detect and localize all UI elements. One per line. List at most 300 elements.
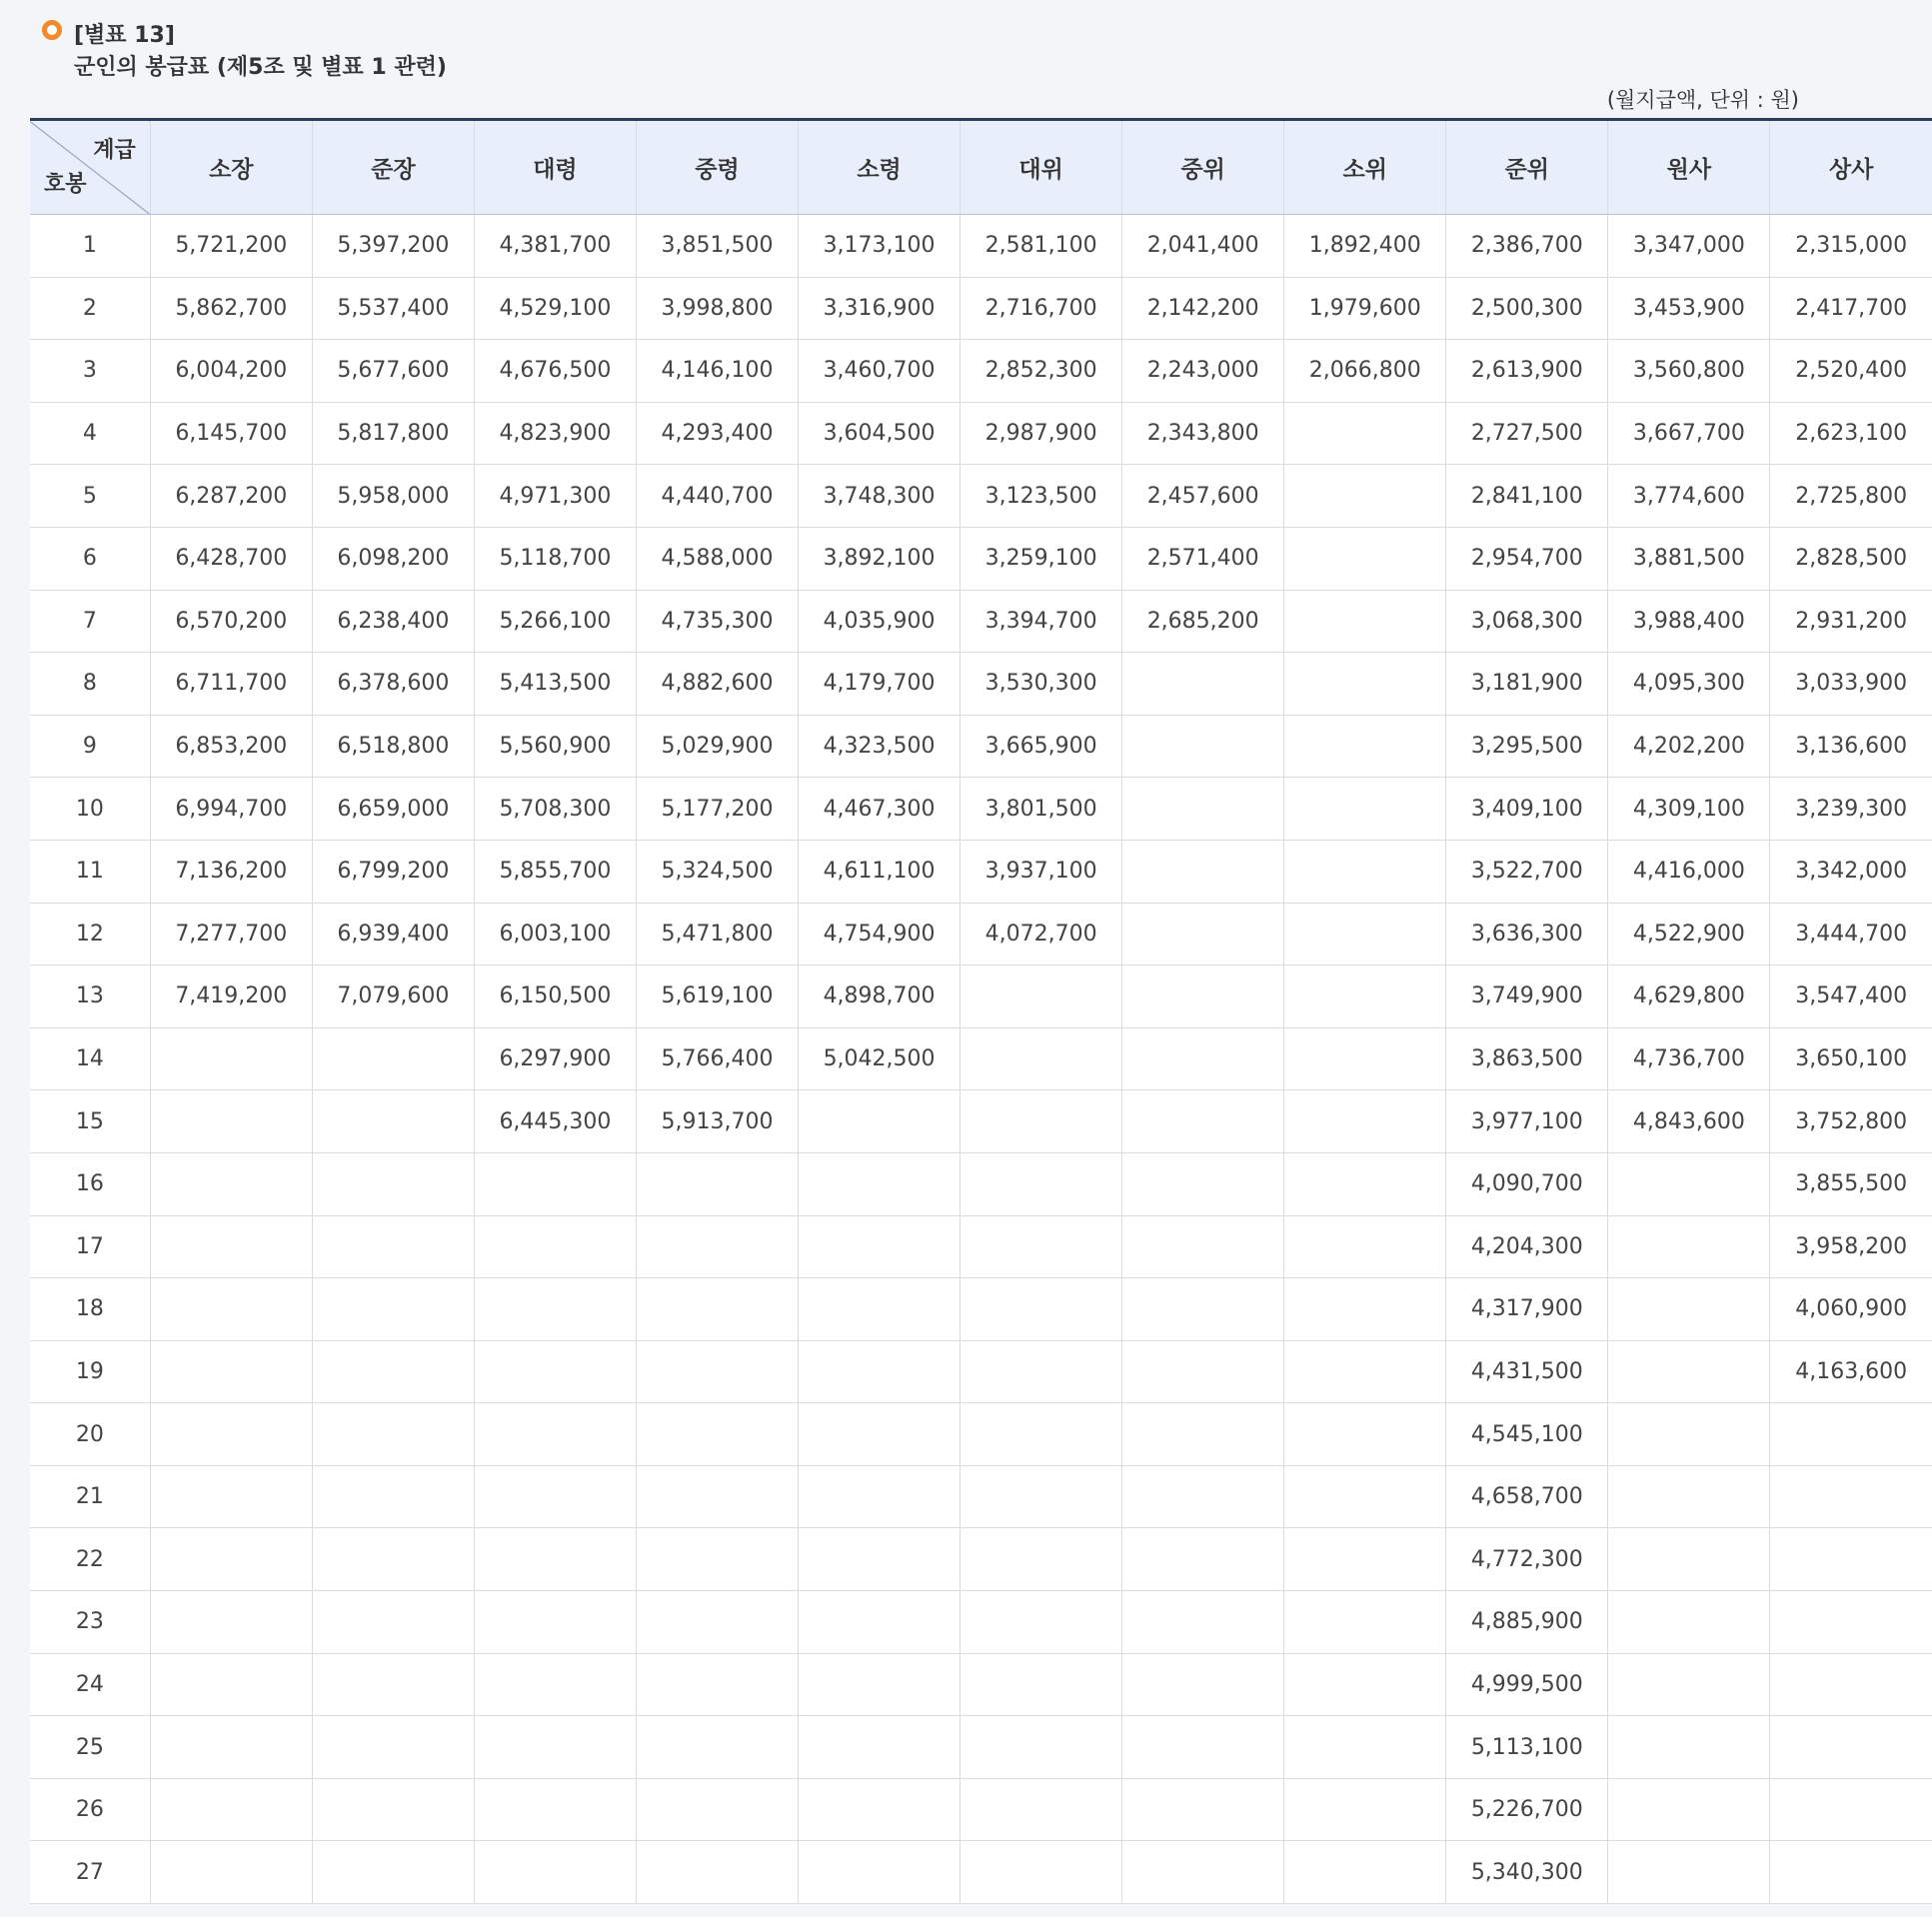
salary-cell: 4,431,500 [1446, 1340, 1608, 1403]
salary-cell [961, 1841, 1122, 1904]
salary-cell: 4,882,600 [636, 653, 798, 716]
salary-cell: 5,862,700 [150, 277, 312, 340]
salary-cell [474, 1528, 636, 1591]
salary-cell: 6,004,200 [150, 340, 312, 403]
salary-cell [312, 1716, 474, 1779]
salary-cell: 4,658,700 [1446, 1465, 1608, 1528]
salary-cell: 5,324,500 [636, 840, 798, 903]
salary-cell [1770, 1591, 1932, 1654]
salary-cell: 5,029,900 [636, 715, 798, 778]
salary-cell: 4,293,400 [636, 402, 798, 465]
step-cell: 21 [30, 1465, 150, 1528]
step-cell: 5 [30, 465, 150, 528]
salary-cell: 3,123,500 [961, 465, 1122, 528]
salary-cell [1284, 1591, 1446, 1654]
table-row [30, 402, 1932, 465]
salary-cell [312, 1528, 474, 1591]
salary-cell: 6,445,300 [474, 1090, 636, 1153]
salary-cell [1284, 653, 1446, 716]
salary-cell [799, 1152, 961, 1215]
salary-cell [1122, 778, 1284, 841]
step-cell: 27 [30, 1841, 150, 1904]
salary-cell [1122, 1027, 1284, 1090]
salary-cell [1770, 1716, 1932, 1779]
salary-cell: 4,735,300 [636, 590, 798, 653]
column-header: 대위 [961, 120, 1122, 215]
salary-cell [150, 1716, 312, 1779]
table-row [30, 653, 1932, 716]
salary-cell: 2,987,900 [961, 402, 1122, 465]
step-cell: 17 [30, 1215, 150, 1278]
step-cell: 7 [30, 590, 150, 653]
salary-cell: 3,752,800 [1770, 1090, 1932, 1153]
salary-cell [1122, 965, 1284, 1028]
salary-cell: 5,817,800 [312, 402, 474, 465]
salary-cell [150, 1653, 312, 1716]
salary-cell [961, 1716, 1122, 1779]
salary-cell: 4,095,300 [1608, 653, 1770, 716]
table-row [30, 465, 1932, 528]
salary-cell [1284, 1152, 1446, 1215]
salary-cell: 3,409,100 [1446, 778, 1608, 841]
salary-cell [961, 1591, 1122, 1654]
salary-cell: 1,892,400 [1284, 215, 1446, 278]
salary-cell: 3,665,900 [961, 715, 1122, 778]
salary-cell: 2,142,200 [1122, 277, 1284, 340]
table-row [30, 590, 1932, 653]
salary-cell: 3,239,300 [1770, 778, 1932, 841]
salary-cell: 5,537,400 [312, 277, 474, 340]
salary-cell [1122, 1778, 1284, 1841]
salary-cell [636, 1716, 798, 1779]
salary-cell: 6,287,200 [150, 465, 312, 528]
salary-cell [474, 1465, 636, 1528]
salary-cell [1284, 1027, 1446, 1090]
header-row [30, 120, 1932, 215]
salary-cell: 6,659,000 [312, 778, 474, 841]
unit-note: (월지급액, 단위 : 원) [1606, 88, 1799, 112]
salary-cell: 2,852,300 [961, 340, 1122, 403]
salary-cell: 2,725,800 [1770, 465, 1932, 528]
salary-cell [636, 1340, 798, 1403]
salary-cell: 3,977,100 [1446, 1090, 1608, 1153]
salary-cell [1284, 590, 1446, 653]
salary-cell: 5,721,200 [150, 215, 312, 278]
table-row [30, 715, 1932, 778]
salary-cell [961, 1465, 1122, 1528]
salary-cell: 6,939,400 [312, 903, 474, 965]
salary-cell [799, 1528, 961, 1591]
salary-cell [636, 1215, 798, 1278]
step-cell: 12 [30, 903, 150, 965]
salary-cell: 3,650,100 [1770, 1027, 1932, 1090]
table-row [30, 903, 1932, 965]
salary-cell [1284, 903, 1446, 965]
salary-cell [636, 1778, 798, 1841]
salary-cell: 5,413,500 [474, 653, 636, 716]
salary-cell: 4,317,900 [1446, 1278, 1608, 1341]
salary-cell [1122, 1528, 1284, 1591]
salary-cell: 4,467,300 [799, 778, 961, 841]
table-row [30, 1716, 1932, 1779]
salary-cell: 5,560,900 [474, 715, 636, 778]
step-cell: 24 [30, 1653, 150, 1716]
salary-cell [961, 1090, 1122, 1153]
salary-cell: 4,381,700 [474, 215, 636, 278]
salary-cell: 4,823,900 [474, 402, 636, 465]
salary-cell: 3,295,500 [1446, 715, 1608, 778]
salary-cell: 5,958,000 [312, 465, 474, 528]
salary-cell: 3,460,700 [799, 340, 961, 403]
step-cell: 14 [30, 1027, 150, 1090]
salary-cell [636, 1841, 798, 1904]
salary-cell [1284, 1778, 1446, 1841]
salary-cell [1608, 1528, 1770, 1591]
step-cell: 20 [30, 1403, 150, 1466]
salary-cell: 7,277,700 [150, 903, 312, 965]
salary-cell: 5,340,300 [1446, 1841, 1608, 1904]
salary-cell: 3,863,500 [1446, 1027, 1608, 1090]
salary-cell [1284, 1528, 1446, 1591]
salary-cell [1122, 1465, 1284, 1528]
salary-cell [474, 1152, 636, 1215]
salary-cell: 3,347,000 [1608, 215, 1770, 278]
salary-cell: 5,619,100 [636, 965, 798, 1028]
salary-cell: 3,937,100 [961, 840, 1122, 903]
salary-cell [1122, 1090, 1284, 1153]
salary-cell: 6,428,700 [150, 527, 312, 590]
salary-cell [1122, 1591, 1284, 1654]
salary-cell: 5,708,300 [474, 778, 636, 841]
salary-cell [961, 1403, 1122, 1466]
table-row [30, 215, 1932, 278]
table-row [30, 1152, 1932, 1215]
salary-cell: 3,522,700 [1446, 840, 1608, 903]
salary-cell [1770, 1653, 1932, 1716]
salary-cell: 4,629,800 [1608, 965, 1770, 1028]
salary-cell [1608, 1340, 1770, 1403]
salary-cell: 6,853,200 [150, 715, 312, 778]
salary-cell [474, 1215, 636, 1278]
salary-cell: 3,068,300 [1446, 590, 1608, 653]
step-cell: 3 [30, 340, 150, 403]
salary-cell [150, 1465, 312, 1528]
salary-cell [1284, 1215, 1446, 1278]
table-row [30, 965, 1932, 1028]
salary-cell: 4,588,000 [636, 527, 798, 590]
salary-cell: 2,613,900 [1446, 340, 1608, 403]
salary-cell: 3,958,200 [1770, 1215, 1932, 1278]
salary-cell [961, 1340, 1122, 1403]
salary-cell: 6,003,100 [474, 903, 636, 965]
salary-cell [474, 1778, 636, 1841]
table-row [30, 1403, 1932, 1466]
step-cell: 11 [30, 840, 150, 903]
salary-cell: 4,611,100 [799, 840, 961, 903]
salary-cell [799, 1090, 961, 1153]
step-cell: 22 [30, 1528, 150, 1591]
salary-cell [1284, 1403, 1446, 1466]
corner-header [30, 120, 150, 215]
appendix-label: [별표 13] [74, 23, 175, 48]
salary-cell [1122, 653, 1284, 716]
table-title: 군인의 봉급표 (제5조 및 별표 1 관련) [74, 55, 447, 80]
column-header: 준위 [1446, 120, 1608, 215]
salary-cell: 3,749,900 [1446, 965, 1608, 1028]
salary-cell: 3,667,700 [1608, 402, 1770, 465]
salary-cell [474, 1653, 636, 1716]
salary-cell: 2,343,800 [1122, 402, 1284, 465]
column-header: 소위 [1284, 120, 1446, 215]
step-cell: 2 [30, 277, 150, 340]
salary-cell [636, 1528, 798, 1591]
salary-cell [1284, 465, 1446, 528]
salary-cell: 6,711,700 [150, 653, 312, 716]
salary-cell [1770, 1841, 1932, 1904]
salary-cell: 3,547,400 [1770, 965, 1932, 1028]
salary-cell: 4,179,700 [799, 653, 961, 716]
salary-cell [799, 1278, 961, 1341]
salary-cell [1122, 1215, 1284, 1278]
salary-cell [150, 1027, 312, 1090]
salary-cell: 3,530,300 [961, 653, 1122, 716]
step-cell: 25 [30, 1716, 150, 1779]
salary-cell [799, 1340, 961, 1403]
salary-cell [1122, 1403, 1284, 1466]
salary-cell: 5,855,700 [474, 840, 636, 903]
salary-cell [312, 1152, 474, 1215]
salary-cell: 2,685,200 [1122, 590, 1284, 653]
table-row [30, 1027, 1932, 1090]
salary-cell: 2,828,500 [1770, 527, 1932, 590]
salary-cell: 2,386,700 [1446, 215, 1608, 278]
salary-cell: 3,881,500 [1608, 527, 1770, 590]
step-cell: 18 [30, 1278, 150, 1341]
step-cell: 13 [30, 965, 150, 1028]
salary-cell: 4,072,700 [961, 903, 1122, 965]
salary-cell: 3,342,000 [1770, 840, 1932, 903]
salary-cell: 2,520,400 [1770, 340, 1932, 403]
salary-cell [1284, 1278, 1446, 1341]
salary-cell: 6,994,700 [150, 778, 312, 841]
salary-cell: 3,136,600 [1770, 715, 1932, 778]
salary-cell [636, 1465, 798, 1528]
column-header: 대령 [474, 120, 636, 215]
table-row [30, 527, 1932, 590]
salary-cell: 4,416,000 [1608, 840, 1770, 903]
salary-cell [312, 1090, 474, 1153]
salary-cell: 2,571,400 [1122, 527, 1284, 590]
salary-cell: 6,378,600 [312, 653, 474, 716]
salary-cell [150, 1340, 312, 1403]
salary-cell: 4,323,500 [799, 715, 961, 778]
salary-cell: 5,266,100 [474, 590, 636, 653]
salary-table [30, 118, 1932, 1904]
salary-cell: 3,636,300 [1446, 903, 1608, 965]
salary-cell [1284, 1841, 1446, 1904]
salary-cell: 3,998,800 [636, 277, 798, 340]
salary-table-container [30, 118, 1908, 1917]
salary-cell: 3,316,900 [799, 277, 961, 340]
step-cell: 15 [30, 1090, 150, 1153]
table-row [30, 1591, 1932, 1654]
salary-cell [150, 1215, 312, 1278]
salary-cell [799, 1403, 961, 1466]
table-row [30, 1778, 1932, 1841]
salary-cell [1770, 1465, 1932, 1528]
salary-cell [1608, 1152, 1770, 1215]
salary-cell: 3,988,400 [1608, 590, 1770, 653]
salary-cell: 4,522,900 [1608, 903, 1770, 965]
salary-cell [799, 1653, 961, 1716]
salary-cell [312, 1653, 474, 1716]
salary-cell: 2,581,100 [961, 215, 1122, 278]
step-cell: 9 [30, 715, 150, 778]
column-header: 중령 [636, 120, 798, 215]
salary-cell [312, 1278, 474, 1341]
salary-cell [474, 1591, 636, 1654]
salary-cell [150, 1403, 312, 1466]
salary-cell: 2,417,700 [1770, 277, 1932, 340]
salary-cell [1284, 1465, 1446, 1528]
salary-cell: 3,444,700 [1770, 903, 1932, 965]
salary-cell: 5,042,500 [799, 1027, 961, 1090]
column-header: 준장 [312, 120, 474, 215]
salary-cell: 3,181,900 [1446, 653, 1608, 716]
salary-cell [1122, 1716, 1284, 1779]
salary-cell: 4,971,300 [474, 465, 636, 528]
table-row [30, 1215, 1932, 1278]
salary-cell [636, 1152, 798, 1215]
salary-cell [1122, 903, 1284, 965]
salary-cell [799, 1778, 961, 1841]
table-row [30, 1528, 1932, 1591]
salary-cell [1608, 1778, 1770, 1841]
salary-cell: 4,309,100 [1608, 778, 1770, 841]
salary-cell [474, 1340, 636, 1403]
salary-cell: 4,529,100 [474, 277, 636, 340]
salary-cell [1608, 1403, 1770, 1466]
salary-cell: 6,518,800 [312, 715, 474, 778]
salary-cell: 2,623,100 [1770, 402, 1932, 465]
salary-cell [474, 1841, 636, 1904]
salary-cell [1284, 965, 1446, 1028]
step-cell: 4 [30, 402, 150, 465]
salary-cell [961, 1278, 1122, 1341]
salary-cell [150, 1778, 312, 1841]
table-row [30, 1090, 1932, 1153]
salary-cell: 5,471,800 [636, 903, 798, 965]
salary-cell [1608, 1465, 1770, 1528]
salary-cell: 4,060,900 [1770, 1278, 1932, 1341]
salary-cell [1770, 1778, 1932, 1841]
salary-cell: 4,440,700 [636, 465, 798, 528]
salary-cell [799, 1716, 961, 1779]
salary-cell [1122, 1653, 1284, 1716]
salary-cell: 5,226,700 [1446, 1778, 1608, 1841]
salary-cell: 2,041,400 [1122, 215, 1284, 278]
table-row [30, 778, 1932, 841]
salary-cell: 3,855,500 [1770, 1152, 1932, 1215]
salary-cell [150, 1152, 312, 1215]
salary-cell [474, 1278, 636, 1341]
salary-cell [636, 1591, 798, 1654]
salary-cell: 3,259,100 [961, 527, 1122, 590]
salary-cell [636, 1403, 798, 1466]
salary-cell [961, 1215, 1122, 1278]
salary-cell: 4,676,500 [474, 340, 636, 403]
column-header: 원사 [1608, 120, 1770, 215]
salary-cell: 3,604,500 [799, 402, 961, 465]
salary-cell: 3,774,600 [1608, 465, 1770, 528]
salary-cell [1284, 1340, 1446, 1403]
salary-cell [312, 1340, 474, 1403]
salary-cell: 5,766,400 [636, 1027, 798, 1090]
salary-cell: 2,931,200 [1770, 590, 1932, 653]
salary-cell [1608, 1591, 1770, 1654]
salary-cell [1284, 840, 1446, 903]
salary-cell [799, 1215, 961, 1278]
salary-cell: 1,979,600 [1284, 277, 1446, 340]
salary-cell: 4,163,600 [1770, 1340, 1932, 1403]
salary-cell [961, 1027, 1122, 1090]
salary-cell [150, 1591, 312, 1654]
salary-cell: 5,118,700 [474, 527, 636, 590]
salary-cell: 6,145,700 [150, 402, 312, 465]
salary-cell [1122, 1340, 1284, 1403]
salary-cell [799, 1591, 961, 1654]
salary-cell [474, 1403, 636, 1466]
salary-cell: 4,772,300 [1446, 1528, 1608, 1591]
salary-cell: 2,841,100 [1446, 465, 1608, 528]
step-cell: 19 [30, 1340, 150, 1403]
salary-cell [1122, 840, 1284, 903]
salary-cell [1608, 1653, 1770, 1716]
salary-cell [636, 1653, 798, 1716]
salary-cell [1284, 402, 1446, 465]
step-cell: 10 [30, 778, 150, 841]
salary-cell: 5,397,200 [312, 215, 474, 278]
salary-cell [1770, 1403, 1932, 1466]
salary-cell: 2,716,700 [961, 277, 1122, 340]
salary-cell: 3,394,700 [961, 590, 1122, 653]
salary-cell: 6,150,500 [474, 965, 636, 1028]
salary-cell [1284, 1653, 1446, 1716]
salary-cell: 4,090,700 [1446, 1152, 1608, 1215]
salary-cell [150, 1278, 312, 1341]
salary-cell: 6,297,900 [474, 1027, 636, 1090]
salary-cell [1284, 527, 1446, 590]
salary-cell [1284, 1716, 1446, 1779]
salary-cell: 3,801,500 [961, 778, 1122, 841]
column-header: 상사 [1770, 120, 1932, 215]
step-cell: 26 [30, 1778, 150, 1841]
rank-axis-label: 계급 [93, 138, 136, 163]
salary-cell [150, 1528, 312, 1591]
salary-cell: 4,885,900 [1446, 1591, 1608, 1654]
step-axis-label: 호봉 [44, 172, 87, 197]
salary-cell [312, 1403, 474, 1466]
table-row [30, 340, 1932, 403]
step-cell: 6 [30, 527, 150, 590]
salary-cell [1122, 1841, 1284, 1904]
table-row [30, 1278, 1932, 1341]
table-row [30, 1653, 1932, 1716]
salary-cell: 4,035,900 [799, 590, 961, 653]
salary-cell [312, 1027, 474, 1090]
salary-cell [961, 1778, 1122, 1841]
salary-cell: 5,177,200 [636, 778, 798, 841]
